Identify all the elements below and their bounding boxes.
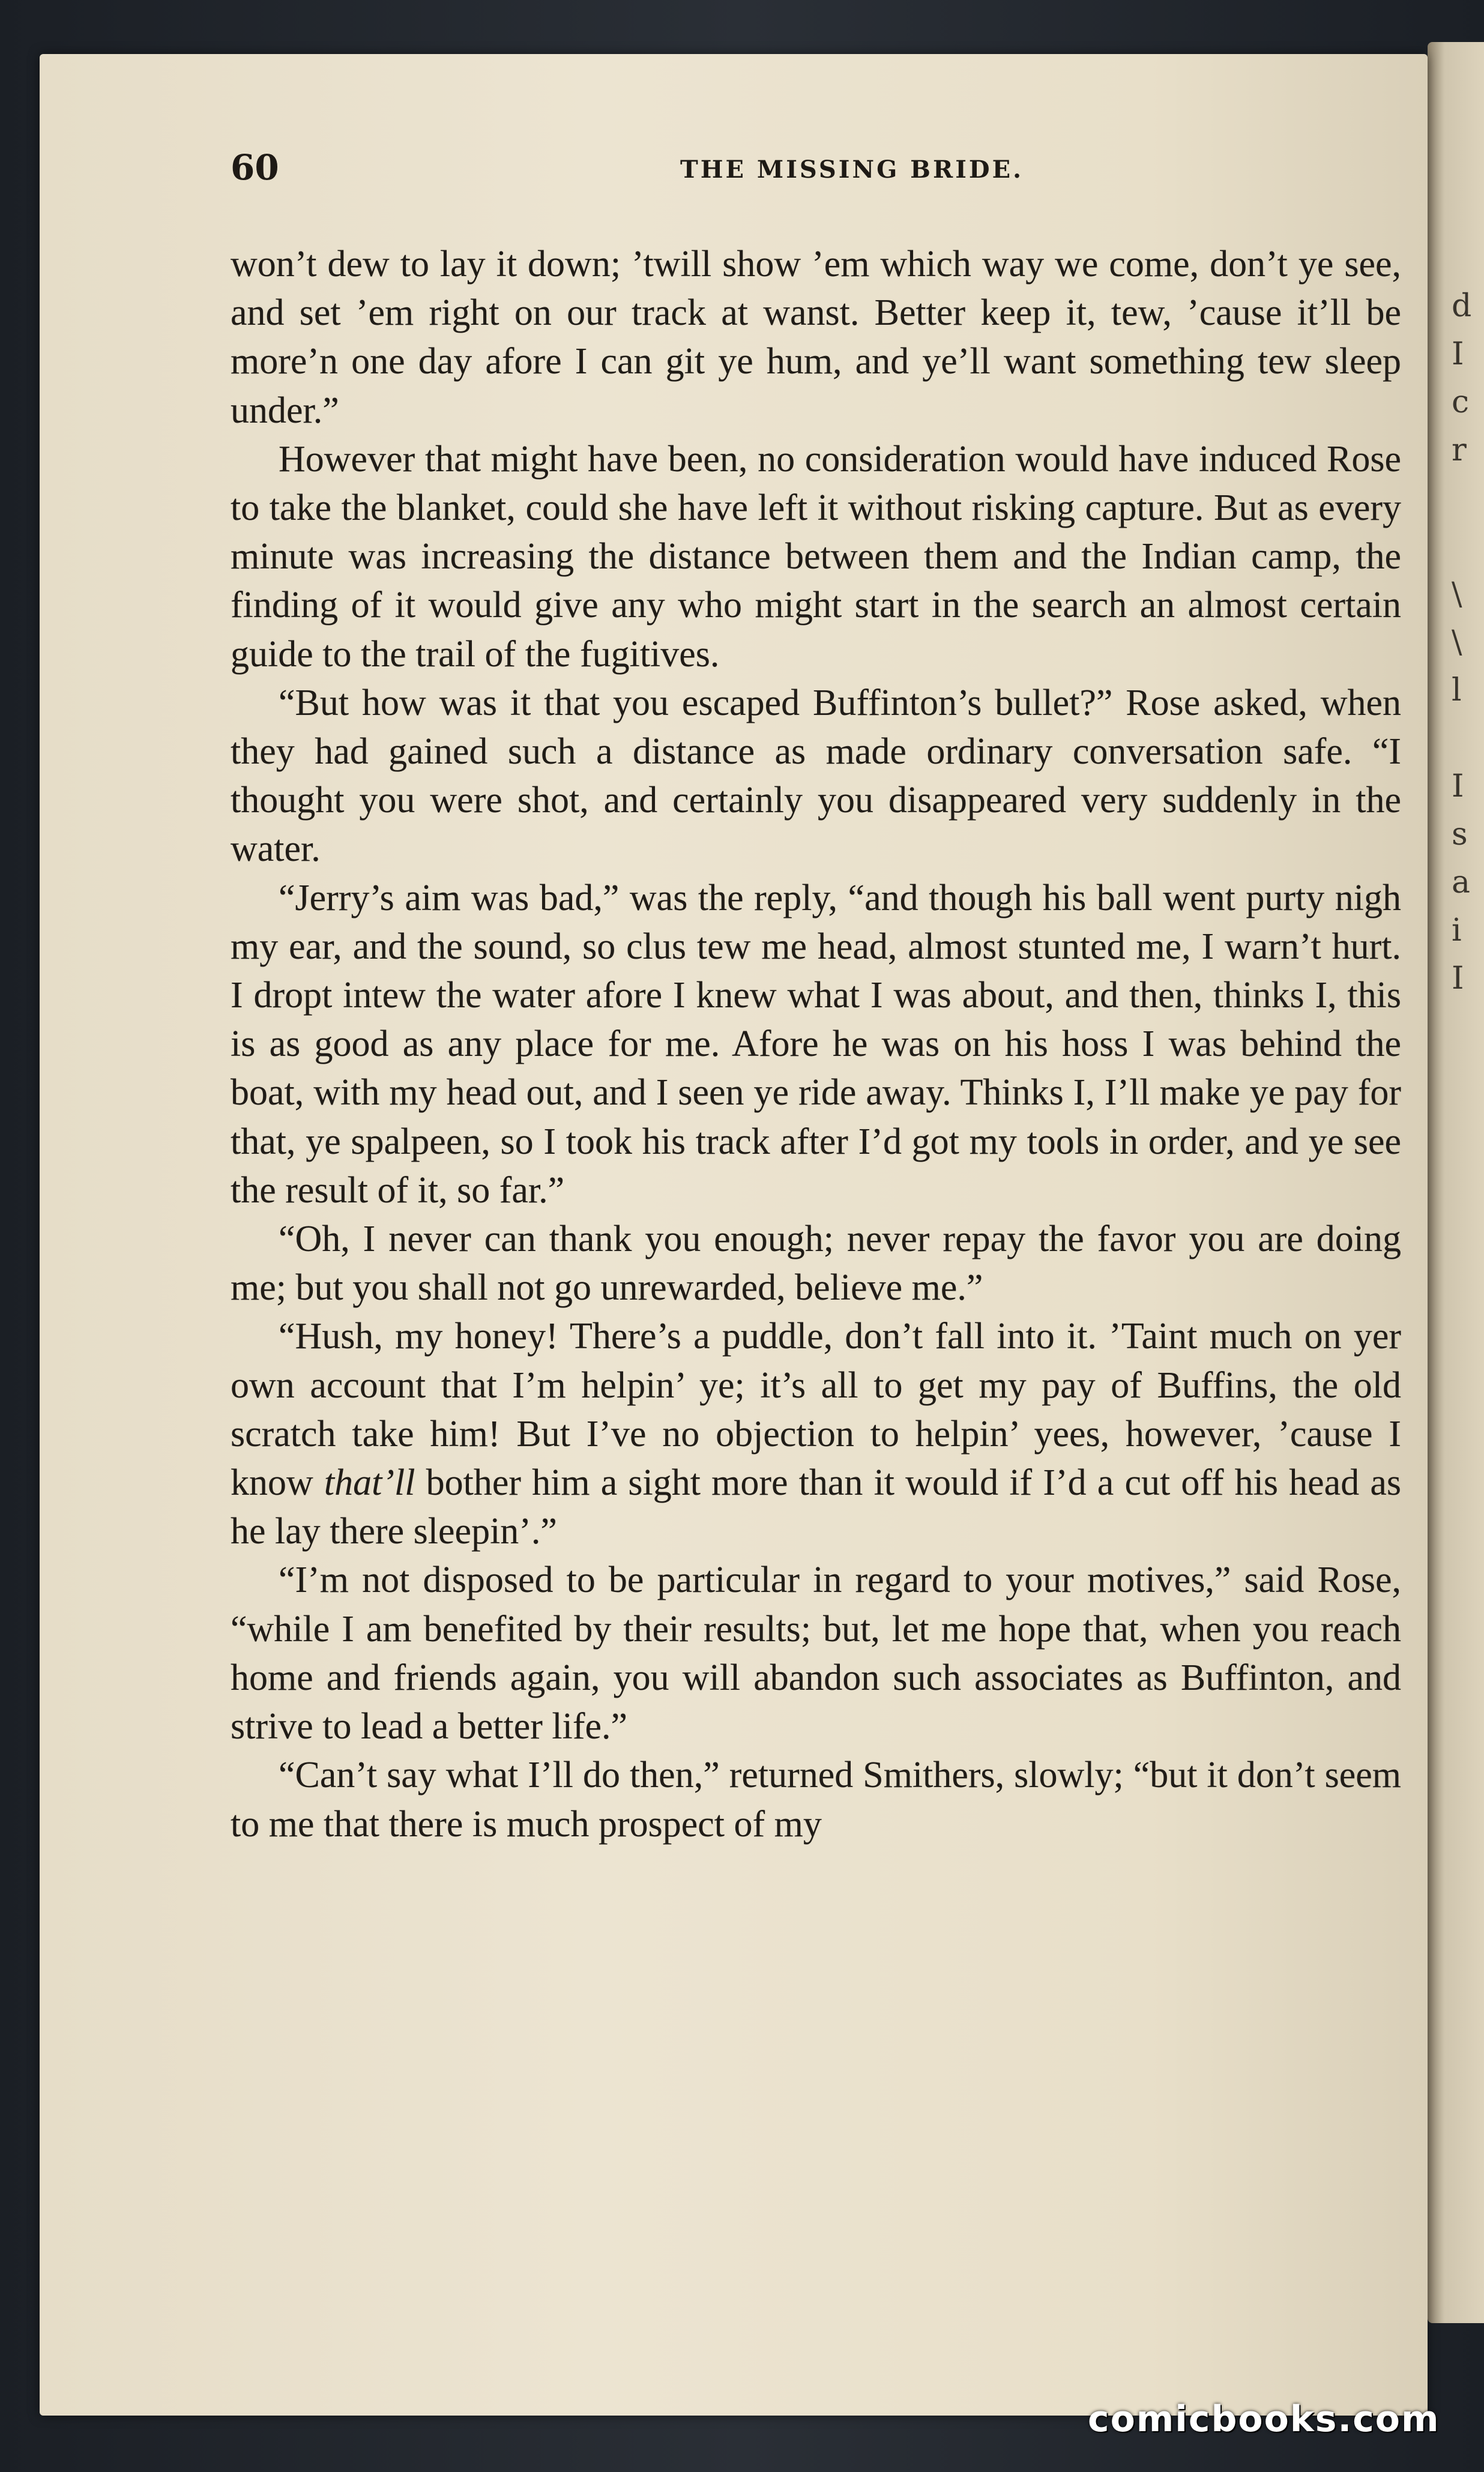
- running-head: [231, 147, 1401, 195]
- edge-letter: c: [1452, 384, 1470, 420]
- paragraph-text: “Jerry’s aim was bad,” was the reply, “and though his ball went purty nigh my ear, and the sound, so clus tew me head, almost stunted me, I warn’t hurt. I dropt intew the water afore I knew what I was about, and then, thinks I, this is as good as any place for me. Afore he was on his hoss I was behind the boat, with my head out, and I seen ye ride away. Thinks I, I’ll make ye pay for that, ye spalpeen, so I took his track after I’d got my tools in order, and ye see the result of it, so far.”: [231, 877, 1401, 1211]
- paragraph-text: won’t dew to lay it down; ’twill show ’em which way we come, don’t ye see, and set ’em right on our track at wanst. Better keep it, tew, ’cause it’ll be more’n one day afore I can git ye hum, and ye’ll want something tew sleep under.”: [231, 244, 1401, 431]
- edge-letter: l: [1452, 672, 1462, 708]
- next-page-edge: [1428, 42, 1484, 2323]
- edge-letter: \: [1452, 624, 1462, 660]
- edge-letter: a: [1452, 864, 1471, 900]
- site-watermark: comicbooks.com: [1088, 2398, 1440, 2440]
- paragraph-text: “Can’t say what I’ll do then,” returned Smithers, slowly; “but it don’t seem to me that there is much prospect of my: [231, 1755, 1401, 1845]
- paragraph-text: “Oh, I never can thank you enough; never repay the favor you are doing me; but you shall not go unrewarded, believe me.”: [231, 1219, 1401, 1309]
- edge-letter: r: [1452, 432, 1467, 468]
- edge-letter: \: [1452, 576, 1462, 612]
- paragraph: [231, 1556, 1401, 1751]
- paragraph: [231, 1215, 1401, 1312]
- body-text: [231, 240, 1401, 1849]
- paragraph-text: However that might have been, no consideration would have induced Rose to take the blanket, could she have left it without risking capture. But as every minute was increasing the distance between them and the Indian camp, the finding of it would give any who might start in the search an almost certain guide to the trail of the fugitives.: [231, 438, 1401, 675]
- page-number: 60: [231, 147, 279, 188]
- edge-letter: s: [1452, 816, 1468, 852]
- edge-letter: I: [1452, 960, 1464, 996]
- edge-letter: d: [1452, 288, 1472, 324]
- paragraph-text: “I’m not disposed to be particular in regard to your motives,” said Rose, “while I am benefited by their results; but, let me hope that, when you reach home and friends again, you will abandon such associates as Buffinton, and strive to lead a better life.”: [231, 1560, 1401, 1747]
- paragraph: [231, 1751, 1401, 1848]
- paragraph: [231, 435, 1401, 679]
- paragraph: [231, 240, 1401, 435]
- edge-letter: i: [1452, 912, 1462, 948]
- running-title: THE MISSING BRIDE.: [680, 155, 1024, 184]
- italic-word: that’ll: [324, 1462, 415, 1504]
- paragraph-text: “Hush, my honey! There’s a puddle, don’t fall into it. ’Taint much on yer own account that I’m helpin’ ye; it’s all to get my pay of Buffins, the old scratch take him! But I’ve no objection to helpin’ yees, however, ’cause I know: [231, 1316, 1401, 1504]
- paragraph: [231, 874, 1401, 1215]
- edge-letter: I: [1452, 768, 1464, 804]
- paragraph: [231, 679, 1401, 874]
- paragraph: [231, 1312, 1401, 1556]
- paragraph-text: “But how was it that you escaped Buffinton’s bullet?” Rose asked, when they had gained such a distance as made ordinary conversation safe. “I thought you were shot, and certainly you disappeared very suddenly in the water.: [231, 682, 1401, 870]
- paragraph-text: bother him a sight more than it would if I’d a cut off his head as he lay there sleepin’.”: [231, 1462, 1401, 1552]
- edge-letter: I: [1452, 336, 1464, 372]
